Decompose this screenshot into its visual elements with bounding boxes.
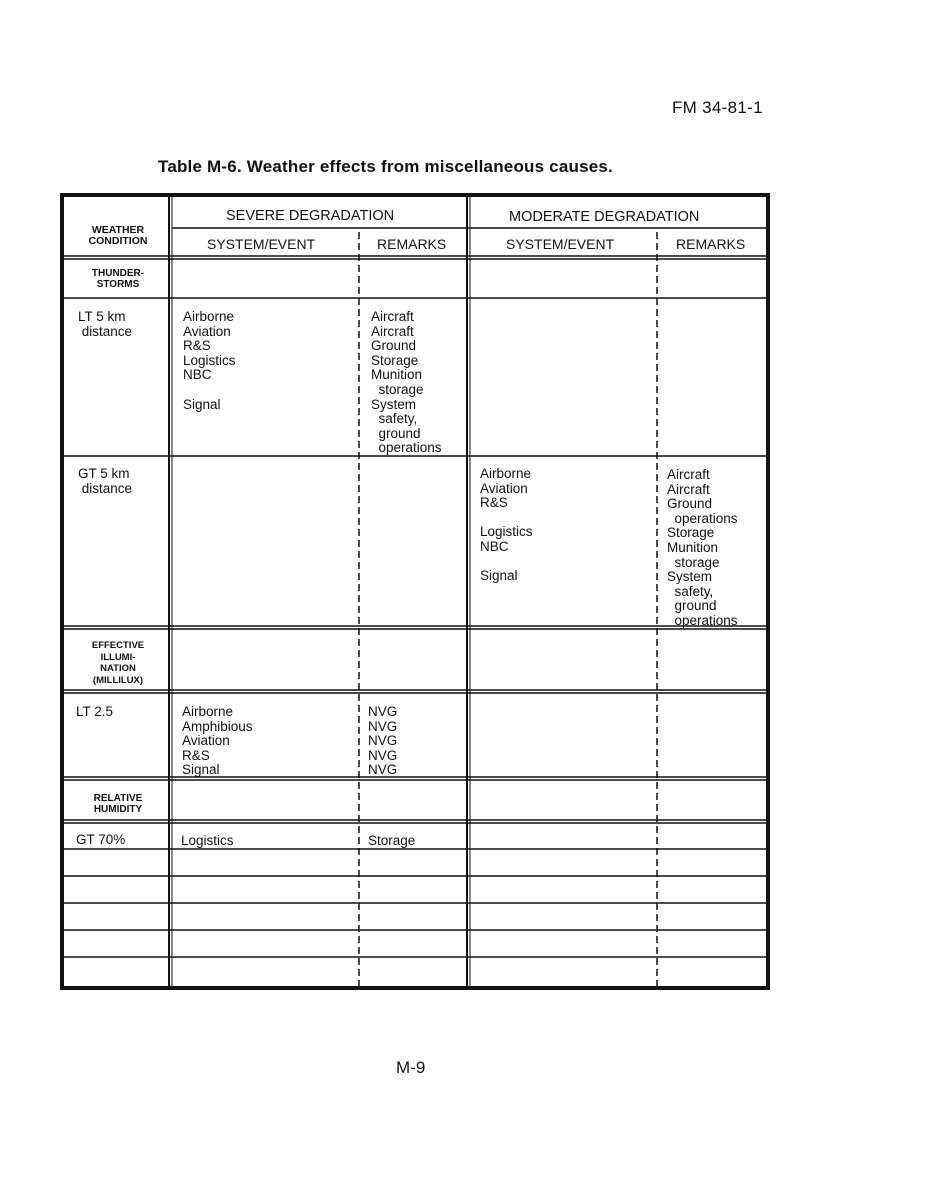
section-thunderstorms: THUNDER- STORMS [91,268,145,290]
section-relative-humidity: RELATIVE HUMIDITY [93,793,143,815]
row-lt5km-condition: LT 5 km distance [78,309,133,339]
header-moderate-degradation: MODERATE DEGRADATION [509,209,700,225]
row-lt5km-severe-remarks: Aircraft Aircraft Ground Storage Munition storage System safety, ground operations [371,309,442,456]
document-id: FM 34-81-1 [672,98,763,117]
row-lt25-severe-system: Airborne Amphibious Aviation R&S Signal [182,704,253,778]
row-lt25-severe-remarks: NVG NVG NVG NVG NVG [368,704,398,778]
table-title: Table M-6. Weather effects from miscellaneous causes. [158,157,613,176]
header-weather-condition: WEATHER CONDITION [88,224,148,247]
row-gt5km-condition: GT 5 km distance [78,466,133,496]
row-gt70-condition: GT 70% [76,832,126,847]
header-severe-degradation: SEVERE DEGRADATION [226,208,395,224]
row-lt5km-severe-system: Airborne Aviation R&S Logistics NBC Signal [183,309,236,412]
section-effective-illumination: EFFECTIVE ILLUMI- NATION (MILLILUX) [91,640,145,686]
row-gt5km-moderate-remarks: Aircraft Aircraft Ground operations Storage Munition storage System safety, ground operations [667,467,738,628]
header-moderate-system-event: SYSTEM/EVENT [506,236,615,252]
header-moderate-remarks: REMARKS [676,236,746,252]
row-gt70-severe-system: Logistics [181,833,234,848]
header-severe-system-event: SYSTEM/EVENT [207,236,316,252]
row-gt70-severe-remarks: Storage [368,833,416,848]
page-number: M-9 [396,1058,426,1077]
header-severe-remarks: REMARKS [377,236,447,252]
row-gt5km-moderate-system: Airborne Aviation R&S Logistics NBC Signal [480,466,533,584]
row-lt25-condition: LT 2.5 [76,704,114,719]
